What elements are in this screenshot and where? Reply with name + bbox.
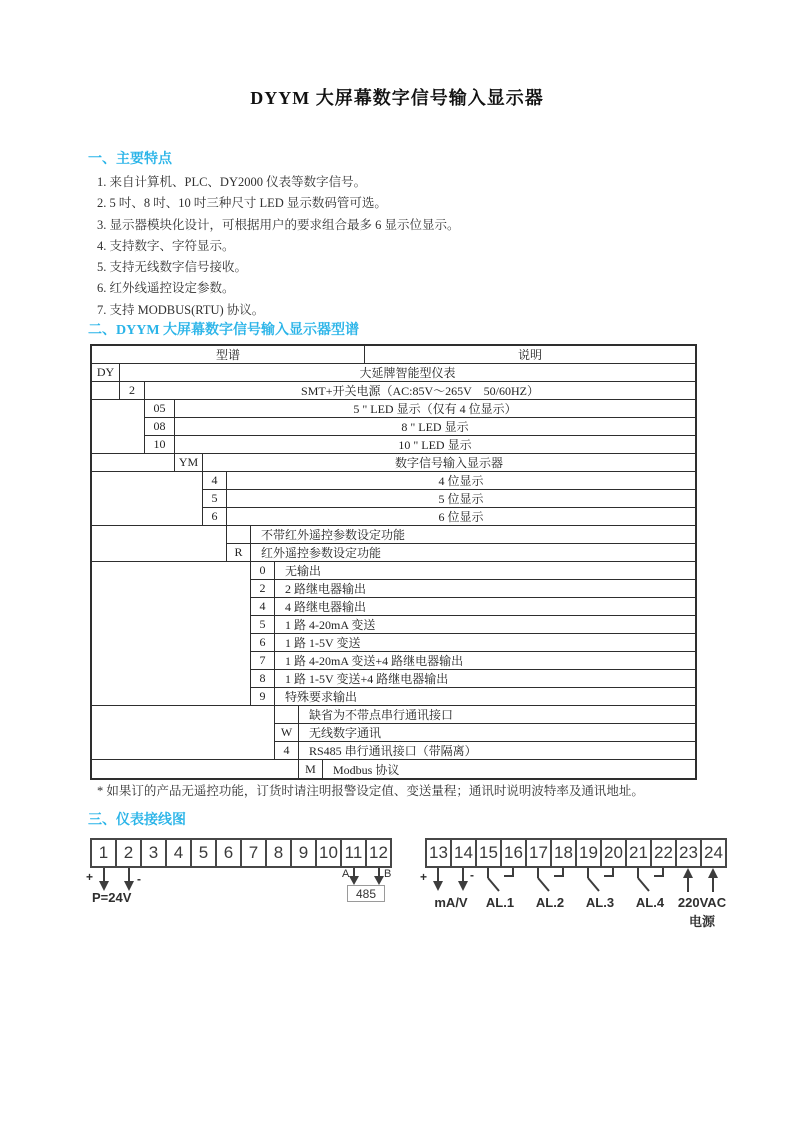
terminal: 8 xyxy=(265,838,292,868)
desc-cell: 红外遥控参数设定功能 xyxy=(251,544,695,562)
desc-cell: 无输出 xyxy=(275,562,695,580)
column-header-model: 型谱 xyxy=(92,346,365,364)
terminal: 22 xyxy=(650,838,677,868)
terminal: 10 xyxy=(315,838,342,868)
code-cell: 6 xyxy=(203,508,227,526)
code-cell: 5 xyxy=(203,490,227,508)
terminal: 9 xyxy=(290,838,317,868)
table-row xyxy=(203,508,695,526)
table-row xyxy=(92,454,695,472)
vac-label: 220VAC xyxy=(677,895,727,910)
indent-cell xyxy=(92,706,275,760)
code-cell: YM xyxy=(175,454,203,472)
table-row xyxy=(203,472,695,490)
terminal: 18 xyxy=(550,838,577,868)
rs485-box: 485 xyxy=(347,885,385,902)
terminal: 1 xyxy=(90,838,117,868)
terminal: 2 xyxy=(115,838,142,868)
desc-cell: 缺省为不带点串行通讯接口 xyxy=(299,706,695,724)
code-cell: 10 xyxy=(145,436,175,454)
mav-label: mA/V xyxy=(434,895,468,910)
desc-cell: 5 位显示 xyxy=(227,490,695,508)
terminal: 19 xyxy=(575,838,602,868)
code-cell: 4 xyxy=(251,598,275,616)
code-cell: 05 xyxy=(145,400,175,418)
features-list xyxy=(97,172,460,321)
table-row xyxy=(145,418,695,436)
feature-item: 1. 来自计算机、PLC、DY2000 仪表等数字信号。 xyxy=(97,175,367,189)
plus-sign-left: + xyxy=(86,870,94,884)
desc-cell: 4 路继电器输出 xyxy=(275,598,695,616)
indent-cell xyxy=(92,472,203,526)
code-cell: 08 xyxy=(145,418,175,436)
minus-sign-left: - xyxy=(137,872,141,886)
terminal-strip-right xyxy=(425,838,727,868)
desc-cell: 8 " LED 显示 xyxy=(175,418,695,436)
terminal: 23 xyxy=(675,838,702,868)
desc-cell: 数字信号输入显示器 xyxy=(203,454,695,472)
table-row xyxy=(251,562,695,580)
feature-item: 4. 支持数字、字符显示。 xyxy=(97,238,235,253)
table-row-group xyxy=(92,472,695,526)
terminal: 6 xyxy=(215,838,242,868)
code-cell: 2 xyxy=(120,382,145,400)
terminal: 3 xyxy=(140,838,167,868)
table-row xyxy=(92,364,695,382)
table-row-group xyxy=(92,562,695,706)
table-row-group xyxy=(92,526,695,562)
desc-cell: Modbus 协议 xyxy=(333,762,400,777)
desc-cell: 1 路 1-5V 变送 xyxy=(275,634,695,652)
table-footnote: * 如果订的产品无遥控功能，订货时请注明报警设定值、变送量程；通讯时说明波特率及通讯地址。 xyxy=(97,784,644,798)
table-row xyxy=(92,760,695,778)
table-row xyxy=(92,382,695,400)
desc-cell: RS485 串行通讯接口（带隔离） xyxy=(299,742,695,760)
code-cell: 0 xyxy=(251,562,275,580)
section-heading-wiring: 三、仪表接线图 xyxy=(88,813,186,828)
minus-sign-right: - xyxy=(470,868,474,882)
code-cell: 5 xyxy=(251,616,275,634)
feature-item: 3. 显示器模块化设计，可根据用户的要求组合最多 6 显示位显示。 xyxy=(97,217,460,232)
table-row xyxy=(145,436,695,454)
desc-cell: 不带红外遥控参数设定功能 xyxy=(251,526,695,544)
code-cell: R xyxy=(227,544,251,562)
table-row-group xyxy=(92,706,695,760)
section-heading-spectrum: 二、DYYM 大屏幕数字信号输入显示器型谱 xyxy=(88,323,360,338)
indent-cell xyxy=(92,760,299,778)
table-row xyxy=(227,544,695,562)
wiring-diagram xyxy=(0,836,794,966)
code-cell: 8 xyxy=(251,670,275,688)
table-row xyxy=(251,670,695,688)
code-cell xyxy=(227,526,251,544)
terminal: 15 xyxy=(475,838,502,868)
desc-cell: SMT+开关电源（AC:85V～265V 50/60HZ） xyxy=(145,382,695,400)
terminal: 4 xyxy=(165,838,192,868)
code-cell: 9 xyxy=(251,688,275,706)
indent-cell xyxy=(92,526,227,562)
desc-cell: 1 路 4-20mA 变送 xyxy=(275,616,695,634)
indent-cell xyxy=(92,454,175,472)
rs485-b-label: B xyxy=(384,868,392,880)
indent-cell xyxy=(92,562,251,706)
table-row-group xyxy=(92,400,695,454)
terminal: 20 xyxy=(600,838,627,868)
terminal-strip-left xyxy=(90,838,392,868)
terminal: 14 xyxy=(450,838,477,868)
desc-cell: 6 位显示 xyxy=(227,508,695,526)
desc-cell: 5 " LED 显示（仅有 4 位显示） xyxy=(175,400,695,418)
table-row xyxy=(275,724,695,742)
desc-cell: 大延牌智能型仪表 xyxy=(120,364,695,382)
code-cell xyxy=(275,706,299,724)
terminal: 5 xyxy=(190,838,217,868)
terminal: 11 xyxy=(340,838,367,868)
table-row xyxy=(275,706,695,724)
desc-cell: 4 位显示 xyxy=(227,472,695,490)
terminal: 13 xyxy=(425,838,452,868)
desc-cell: 1 路 4-20mA 变送+4 路继电器输出 xyxy=(275,652,695,670)
feature-item: 2. 5 吋、8 吋、10 吋三种尺寸 LED 显示数码管可选。 xyxy=(97,196,387,211)
feature-item: 6. 红外线遥控设定参数。 xyxy=(97,281,235,296)
table-row xyxy=(251,634,695,652)
code-cell: W xyxy=(275,724,299,742)
terminal: 16 xyxy=(500,838,527,868)
terminal: 21 xyxy=(625,838,652,868)
model-spectrum-table xyxy=(90,344,697,780)
alarm3-label: AL.3 xyxy=(585,895,615,910)
alarm1-label: AL.1 xyxy=(485,895,515,910)
table-row xyxy=(251,652,695,670)
table-row xyxy=(251,688,695,706)
table-row xyxy=(251,598,695,616)
desc-cell: 2 路继电器输出 xyxy=(275,580,695,598)
desc-cell: 无线数字通讯 xyxy=(299,724,695,742)
terminal: 12 xyxy=(365,838,392,868)
plus-sign-right: + xyxy=(420,870,428,884)
table-row xyxy=(275,742,695,760)
code-cell: DY xyxy=(92,364,120,382)
indent-cell xyxy=(92,382,120,400)
feature-item: 7. 支持 MODBUS(RTU) 协议。 xyxy=(97,302,265,317)
code-cell: 2 xyxy=(251,580,275,598)
terminal: 7 xyxy=(240,838,267,868)
alarm4-label: AL.4 xyxy=(635,895,665,910)
desc-cell: 1 路 1-5V 变送+4 路继电器输出 xyxy=(275,670,695,688)
code-cell: M xyxy=(299,760,323,778)
table-row xyxy=(203,490,695,508)
desc-cell: 10 " LED 显示 xyxy=(175,436,695,454)
table-row xyxy=(251,616,695,634)
column-header-desc: 说明 xyxy=(365,346,695,364)
table-row xyxy=(145,400,695,418)
alarm2-label: AL.2 xyxy=(535,895,565,910)
desc-cell: 特殊要求输出 xyxy=(275,688,695,706)
code-cell: 7 xyxy=(251,652,275,670)
power-24v-label: P=24V xyxy=(92,890,132,905)
code-cell: 6 xyxy=(251,634,275,652)
terminal: 17 xyxy=(525,838,552,868)
power-source-label: 电源 xyxy=(688,914,715,929)
table-row xyxy=(227,526,695,544)
code-cell: 4 xyxy=(203,472,227,490)
table-header-row xyxy=(92,346,695,364)
terminal: 24 xyxy=(700,838,727,868)
page-title: DYYM 大屏幕数字信号输入显示器 xyxy=(250,88,544,108)
table-row xyxy=(251,580,695,598)
rs485-a-label: A xyxy=(342,868,350,880)
code-cell: 4 xyxy=(275,742,299,760)
indent-cell xyxy=(92,400,145,454)
feature-item: 5. 支持无线数字信号接收。 xyxy=(97,260,248,275)
section-heading-features: 一、主要特点 xyxy=(88,152,172,167)
